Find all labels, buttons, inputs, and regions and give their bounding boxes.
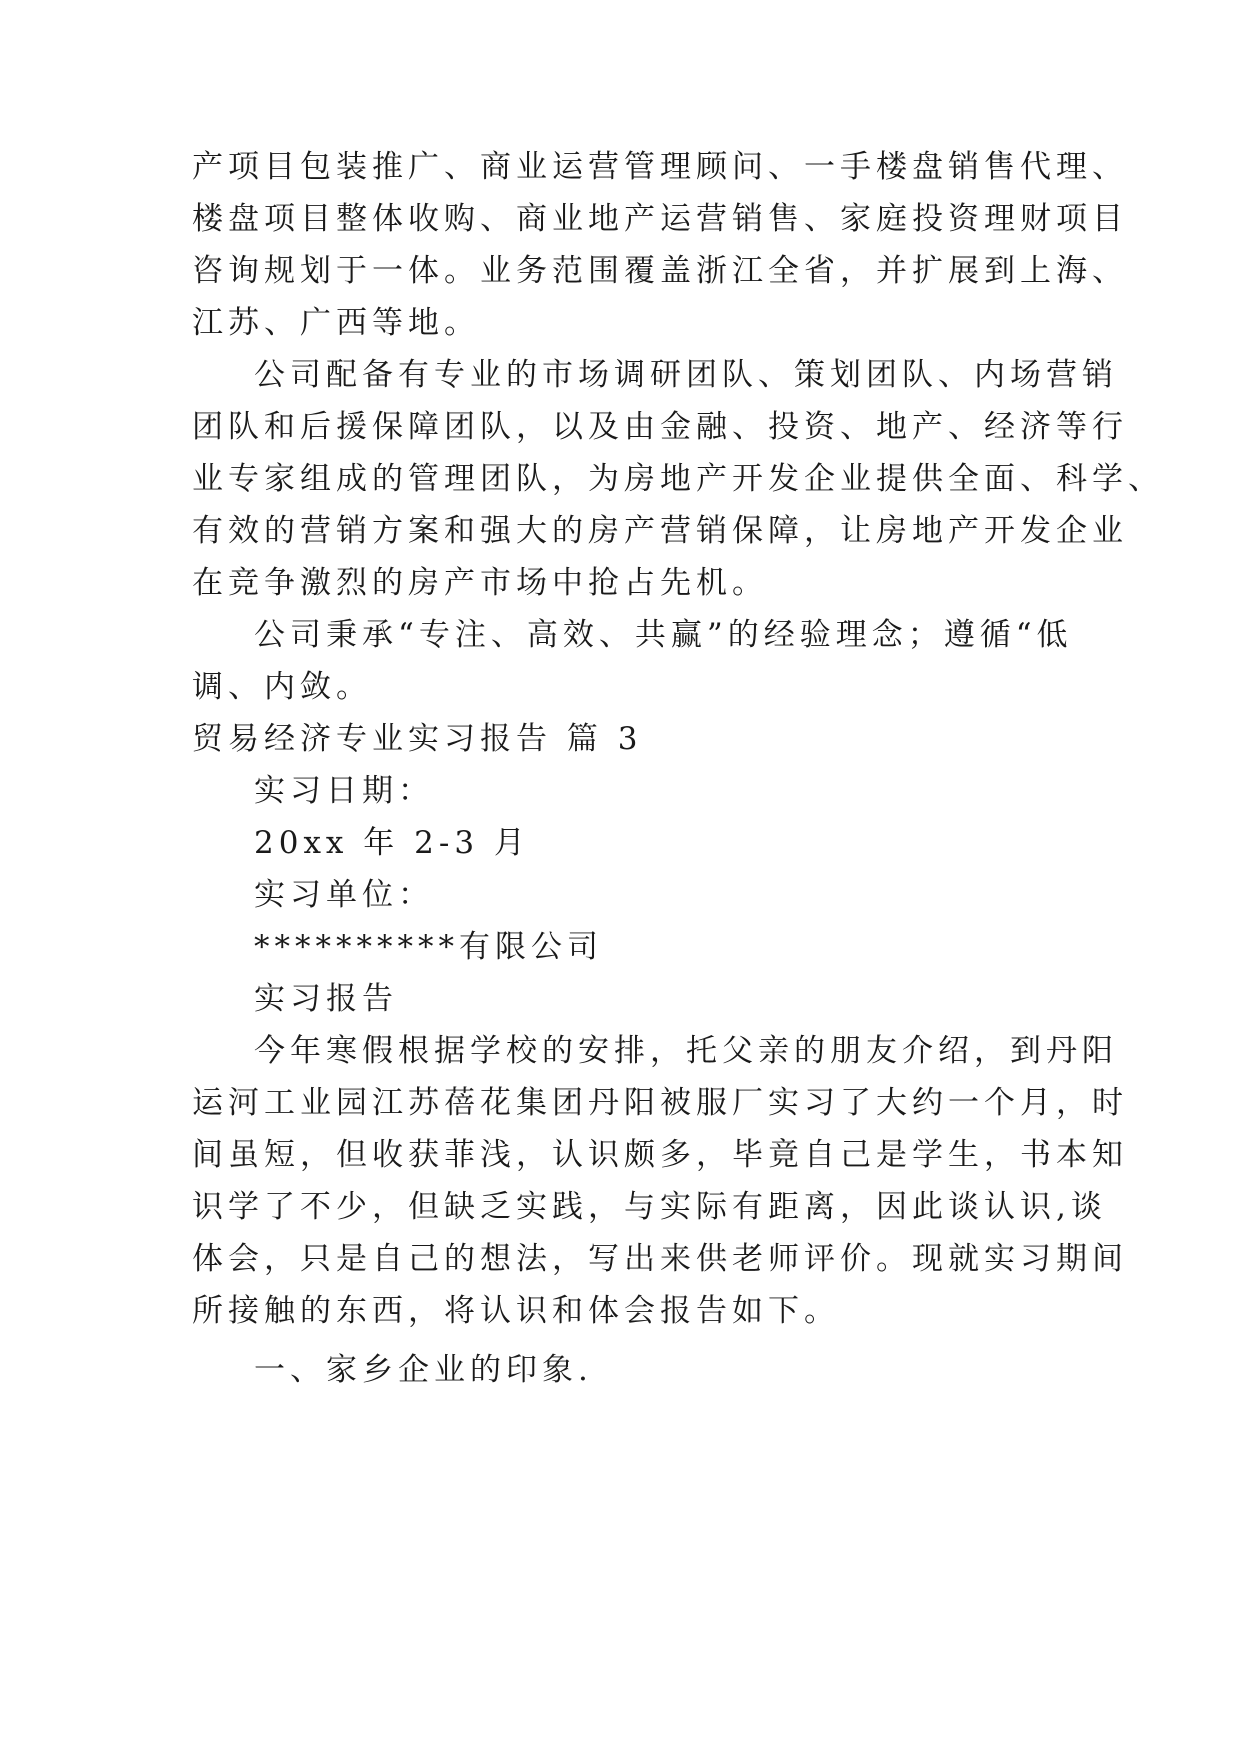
text-line: 体会，只是自己的想法，写出来供老师评价。现就实习期间 [192, 1241, 1128, 1277]
text-line: 楼盘项目整体收购、商业地产运营销售、家庭投资理财项目 [192, 201, 1128, 237]
internship-unit-value: **********有限公司 [254, 929, 603, 965]
internship-date-value: 20xx 年 2-3 月 [254, 825, 530, 861]
text-line: 业专家组成的管理团队，为房地产开发企业提供全面、科学、 [192, 461, 1164, 497]
text-line: 江苏、广西等地。 [192, 305, 480, 341]
text-line: 咨询规划于一体。业务范围覆盖浙江全省，并扩展到上海、 [192, 253, 1128, 289]
subsection-heading: 一、家乡企业的印象. [254, 1352, 593, 1388]
text-line: 在竞争激烈的房产市场中抢占先机。 [192, 565, 768, 601]
internship-date-label: 实习日期： [254, 773, 434, 809]
text-line: 所接触的东西，将认识和体会报告如下。 [192, 1293, 840, 1329]
text-line: 调、内敛。 [192, 669, 372, 705]
internship-unit-label: 实习单位： [254, 877, 434, 913]
text-line: 有效的营销方案和强大的房产营销保障，让房地产开发企业 [192, 513, 1128, 549]
report-title: 实习报告 [254, 981, 398, 1017]
paragraph-start: 公司配备有专业的市场调研团队、策划团队、内场营销 [254, 357, 1118, 393]
text-line: 识学了不少，但缺乏实践，与实际有距离，因此谈认识,谈 [192, 1189, 1107, 1225]
paragraph-start: 今年寒假根据学校的安排，托父亲的朋友介绍，到丹阳 [254, 1033, 1118, 1069]
section-heading: 贸易经济专业实习报告 篇 3 [192, 721, 643, 757]
text-line: 团队和后援保障团队，以及由金融、投资、地产、经济等行 [192, 409, 1128, 445]
text-line: 运河工业园江苏蓓花集团丹阳被服厂实习了大约一个月，时 [192, 1085, 1128, 1121]
paragraph-start: 公司秉承“专注、高效、共赢”的经验理念；遵循“低 [254, 617, 1073, 653]
text-line: 间虽短，但收获菲浅，认识颇多，毕竟自己是学生，书本知 [192, 1137, 1128, 1173]
text-line: 产项目包装推广、商业运营管理顾问、一手楼盘销售代理、 [192, 149, 1128, 185]
